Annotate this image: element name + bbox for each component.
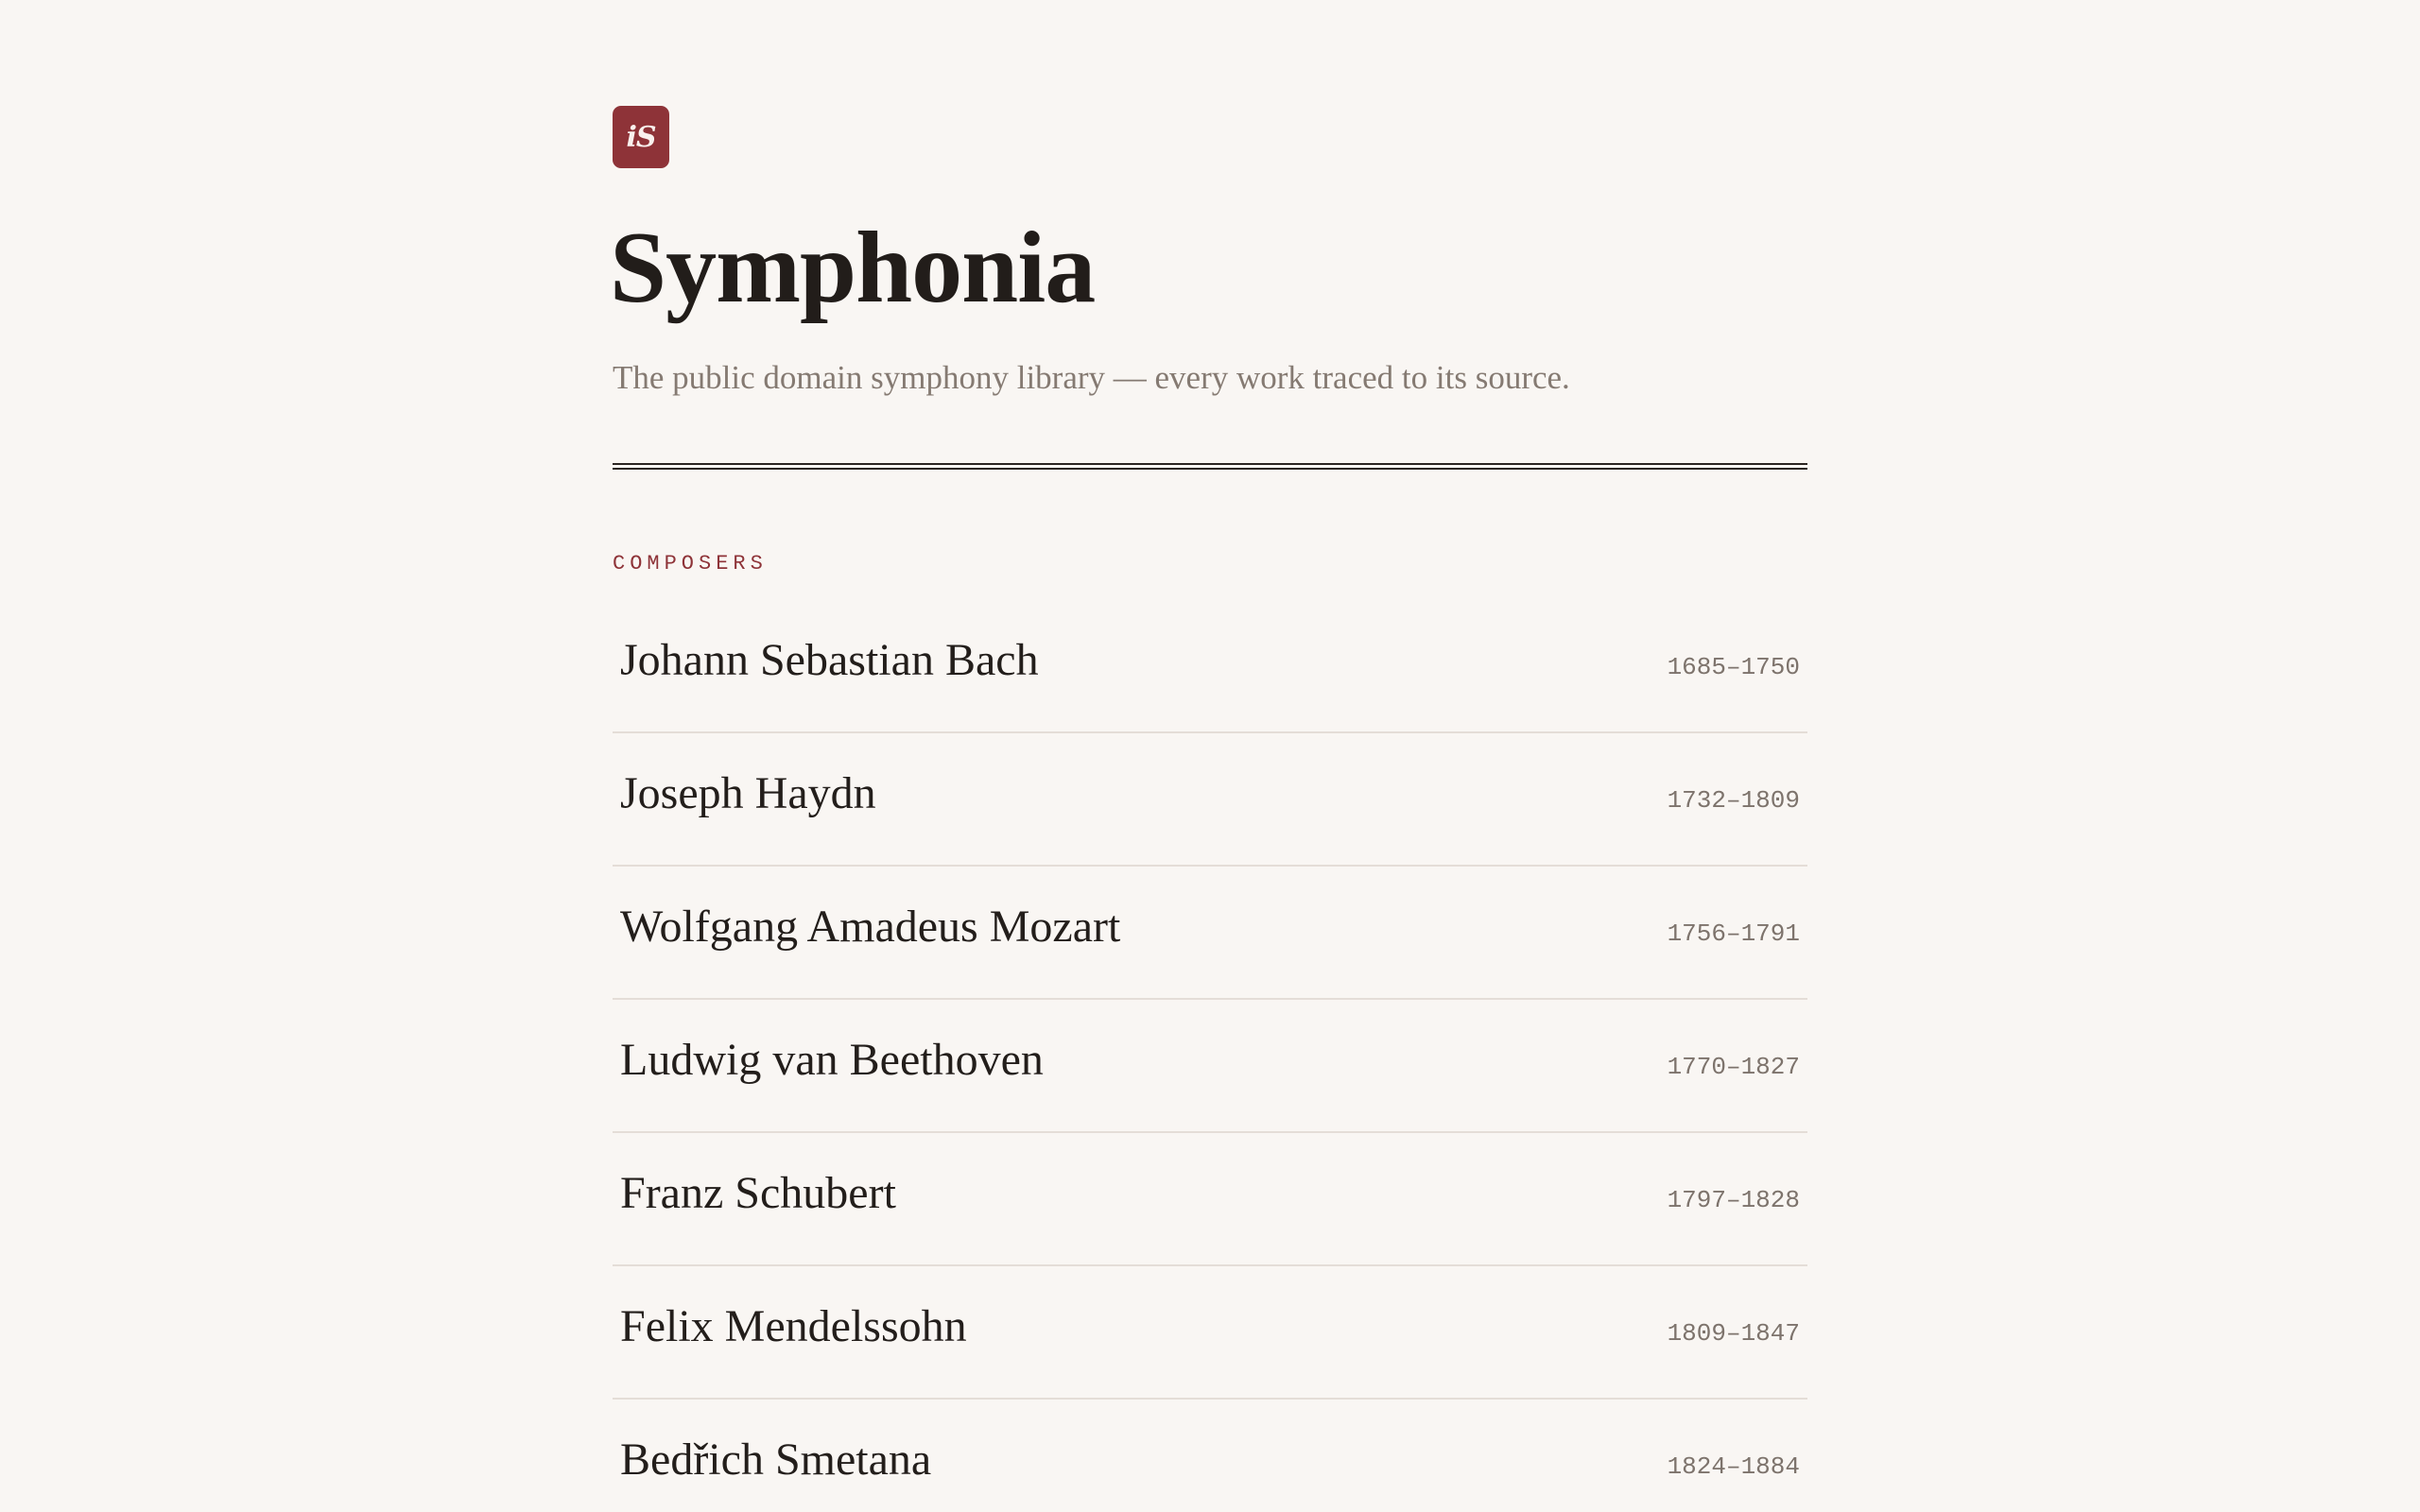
composer-row[interactable] xyxy=(613,600,1807,733)
composer-row[interactable] xyxy=(613,1000,1807,1133)
logo-text: iS xyxy=(626,120,656,154)
composer-dates: 1824–1884 xyxy=(1667,1452,1800,1481)
composer-name: Joseph Haydn xyxy=(620,768,876,818)
section-label-composers: COMPOSERS xyxy=(613,552,768,576)
composer-name: Ludwig van Beethoven xyxy=(620,1035,1044,1085)
page-title: Symphonia xyxy=(610,212,1096,324)
composer-row[interactable] xyxy=(613,733,1807,867)
composer-dates: 1685–1750 xyxy=(1667,653,1800,681)
composer-dates: 1756–1791 xyxy=(1667,919,1800,948)
composer-name: Felix Mendelssohn xyxy=(620,1301,967,1351)
composer-dates: 1809–1847 xyxy=(1667,1319,1800,1348)
composer-name: Wolfgang Amadeus Mozart xyxy=(620,902,1121,952)
composer-dates: 1797–1828 xyxy=(1667,1186,1800,1214)
composer-row[interactable] xyxy=(613,1266,1807,1400)
composer-dates: 1770–1827 xyxy=(1667,1053,1800,1081)
composer-list xyxy=(613,600,1807,1512)
page-subtitle: The public domain symphony library — every work traced to its source. xyxy=(613,359,1570,396)
main-content xyxy=(610,106,1807,1485)
composer-name: Bedřich Smetana xyxy=(620,1435,932,1485)
composer-name: Franz Schubert xyxy=(620,1168,896,1218)
composer-row[interactable] xyxy=(613,1133,1807,1266)
site-logo[interactable] xyxy=(613,106,669,168)
composer-row[interactable] xyxy=(613,1400,1807,1512)
composer-row[interactable] xyxy=(613,867,1807,1000)
composer-name: Johann Sebastian Bach xyxy=(620,635,1039,685)
header-divider xyxy=(613,463,1807,470)
composer-dates: 1732–1809 xyxy=(1667,786,1800,815)
